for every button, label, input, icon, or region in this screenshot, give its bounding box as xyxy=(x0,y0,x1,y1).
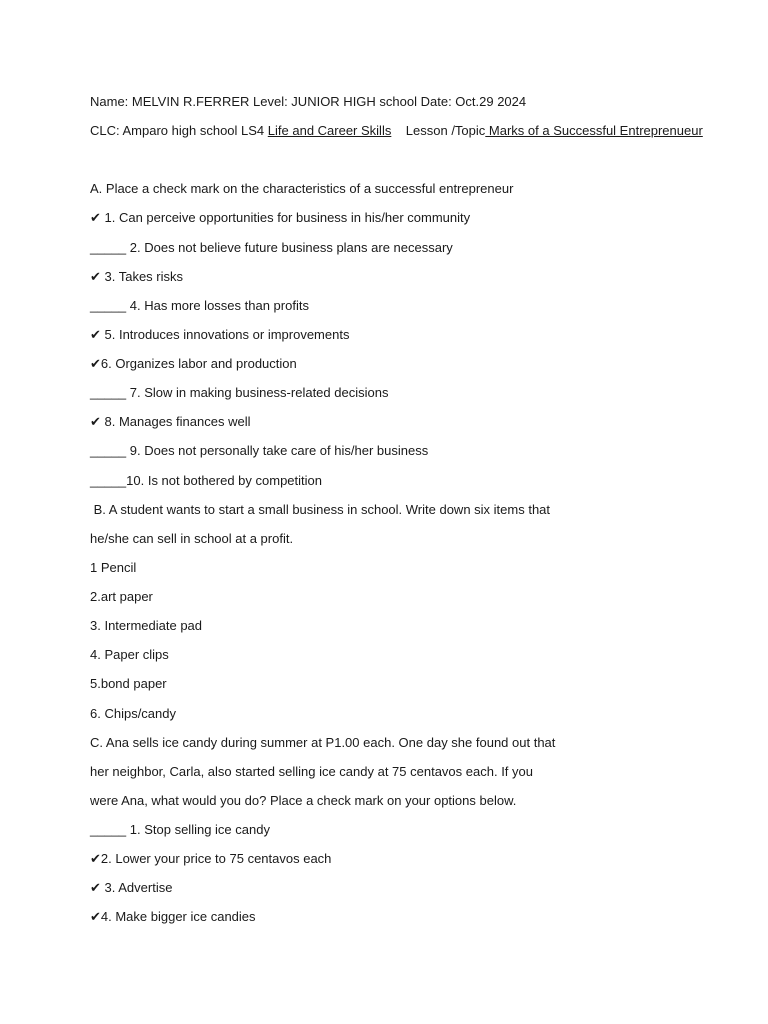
section-a-item: ✔ 1. Can perceive opportunities for business in his/her community xyxy=(90,210,471,225)
section-a-item: _____ 9. Does not personally take care of his/her business xyxy=(90,443,429,458)
section-a-item: ✔ 3. Takes risks xyxy=(90,269,184,284)
section-b-instruction-line1: B. A student wants to start a small business in school. Write down six items that xyxy=(90,502,551,517)
section-a-item: _____ 2. Does not believe future business plans are necessary xyxy=(90,240,453,255)
section-b-instruction-line2: he/she can sell in school at a profit. xyxy=(90,531,294,546)
section-b-item: 1 Pencil xyxy=(90,560,137,575)
section-a-item: _____ 4. Has more losses than profits xyxy=(90,298,309,313)
clc-label: CLC: Amparo high school LS4 xyxy=(90,123,268,138)
section-b-item: 4. Paper clips xyxy=(90,647,169,662)
header-name-line: Name: MELVIN R.FERRER Level: JUNIOR HIGH school Date: Oct.29 2024 xyxy=(90,94,527,109)
section-c-instruction-line3: were Ana, what would you do? Place a check mark on your options below. xyxy=(90,793,517,808)
section-c-item: ✔4. Make bigger ice candies xyxy=(90,909,256,924)
section-c-instruction-line1: C. Ana sells ice candy during summer at P1.00 each. One day she found out that xyxy=(90,735,556,750)
section-a-item: ✔6. Organizes labor and production xyxy=(90,356,297,371)
section-b-item: 5.bond paper xyxy=(90,676,167,691)
section-c-item: _____ 1. Stop selling ice candy xyxy=(90,822,270,837)
subject-title: Life and Career Skills xyxy=(267,123,392,138)
header-clc-line xyxy=(90,123,703,139)
section-b-item: 6. Chips/candy xyxy=(90,706,176,721)
section-a-instruction: A. Place a check mark on the characteristics of a successful entrepreneur xyxy=(90,181,514,196)
section-c-instruction-line2: her neighbor, Carla, also started selling ice candy at 75 centavos each. If you xyxy=(90,764,533,779)
section-a-item: _____ 7. Slow in making business-related decisions xyxy=(90,385,389,400)
section-a-item: _____10. Is not bothered by competition xyxy=(90,473,322,488)
section-a-item: ✔ 5. Introduces innovations or improvements xyxy=(90,327,350,342)
section-b-item: 3. Intermediate pad xyxy=(90,618,203,633)
lesson-topic: Marks of a Successful Entreprenueur xyxy=(485,123,703,138)
section-c-item: ✔ 3. Advertise xyxy=(90,880,173,895)
section-a-item: ✔ 8. Manages finances well xyxy=(90,414,251,429)
section-b-item: 2.art paper xyxy=(90,589,153,604)
section-c-item: ✔2. Lower your price to 75 centavos each xyxy=(90,851,332,866)
lesson-label: Lesson /Topic xyxy=(391,123,486,138)
